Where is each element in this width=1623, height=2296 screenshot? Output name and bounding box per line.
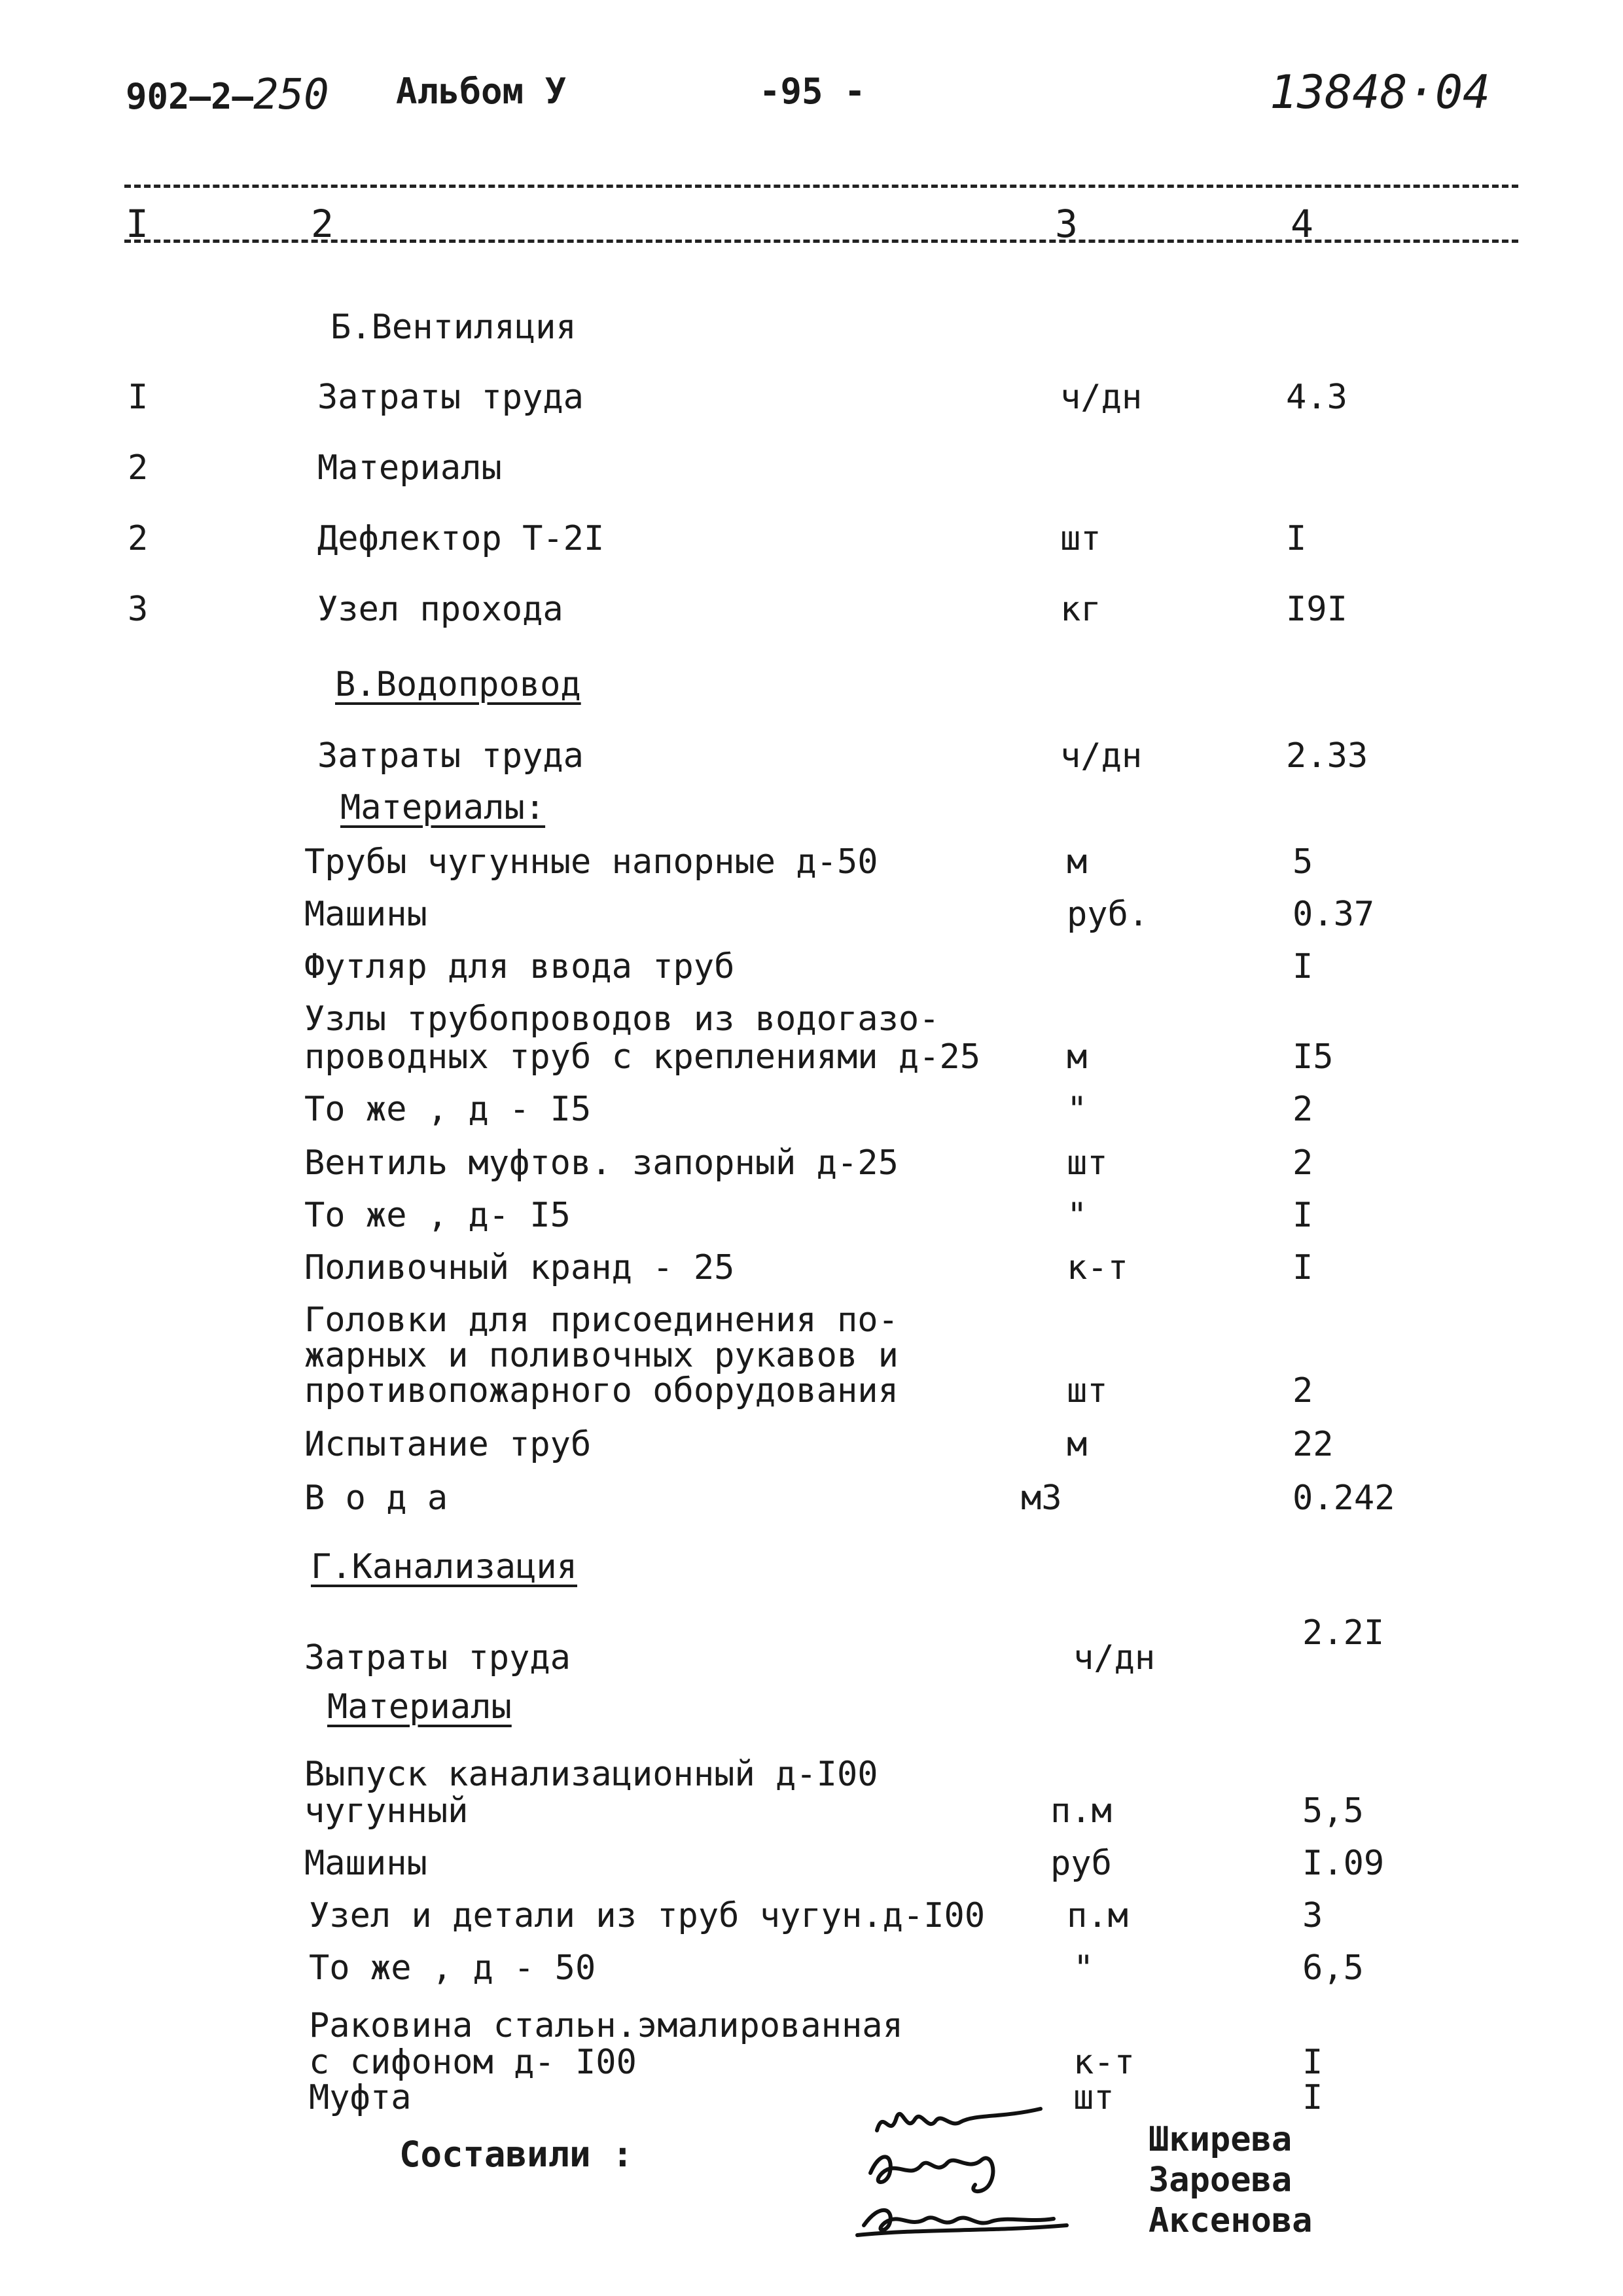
row-unit: шт [1067, 1371, 1108, 1410]
row-unit: " [1073, 1948, 1094, 1988]
row-name: То же , д- I5 [304, 1196, 571, 1235]
row-quantity: 0.37 [1293, 895, 1375, 934]
row-unit: ч/дн [1060, 378, 1143, 417]
row-name-continued: чугунный [304, 1791, 469, 1831]
row-name: Машины [304, 1844, 427, 1883]
row-name: Затраты труда [317, 378, 584, 417]
row-quantity: 5,5 [1302, 1791, 1364, 1831]
row-quantity: I5 [1293, 1037, 1334, 1077]
row-quantity: I [1293, 1196, 1313, 1235]
row-name: Испытание труб [304, 1425, 592, 1464]
row-unit: п.м [1067, 1896, 1128, 1935]
compiled-by-label: Составили : [399, 2134, 633, 2175]
row-name: Затраты труда [317, 736, 584, 776]
row-quantity: I [1293, 947, 1313, 986]
album-code-handwritten: 250 [253, 71, 329, 119]
row-name: Затраты труда [304, 1638, 571, 1677]
page-number: -95 - [759, 71, 866, 112]
row-number: 2 [128, 519, 149, 558]
row-name: Муфта [309, 2078, 412, 2117]
row-name: Футляр для ввода труб [304, 947, 735, 986]
row-name-continued: жарных и поливочных рукавов и [304, 1336, 899, 1375]
column-number-3: 3 [1055, 202, 1078, 246]
row-name-continued: с сифоном д- I00 [309, 2043, 637, 2082]
row-name: Узлы трубопроводов из водогазо- [304, 999, 940, 1039]
row-quantity: 2.2I [1302, 1613, 1385, 1653]
row-quantity: 0.242 [1293, 1479, 1395, 1518]
header-dashed-rule-bottom [124, 240, 1518, 243]
row-unit: м [1067, 1037, 1088, 1077]
document-number: 13848·04 [1270, 65, 1491, 119]
row-unit: к-т [1067, 1248, 1128, 1287]
column-number-4: 4 [1291, 202, 1313, 246]
section-water-supply-title: В.Водопровод [335, 665, 581, 704]
row-name: Машины [304, 895, 427, 934]
column-number-1: I [126, 202, 149, 246]
row-unit: ч/дн [1060, 736, 1143, 776]
row-quantity: I [1286, 519, 1307, 558]
row-name: В о д а [304, 1479, 448, 1518]
row-name: Трубы чугунные напорные д-50 [304, 842, 878, 882]
row-name: Узел прохода [317, 590, 563, 629]
row-unit: к-т [1073, 2043, 1135, 2082]
row-quantity: 22 [1293, 1425, 1334, 1464]
row-quantity: I [1302, 2078, 1323, 2117]
row-name: Узел и детали из труб чугун.д-I00 [309, 1896, 986, 1935]
row-number: I [128, 378, 149, 417]
signer-names [1149, 2119, 1312, 2241]
row-unit: руб. [1067, 895, 1149, 934]
row-unit: руб [1050, 1844, 1112, 1883]
row-quantity: I9I [1286, 590, 1347, 629]
row-number: 2 [128, 448, 149, 488]
row-name: Выпуск канализационный д-I00 [304, 1755, 878, 1794]
row-quantity: 2 [1293, 1090, 1313, 1129]
row-number: 3 [128, 590, 149, 629]
row-name: Головки для присоединения по- [304, 1300, 899, 1340]
section-ventilation-title: Б.Вентиляция [330, 308, 577, 347]
row-unit: кг [1060, 590, 1101, 629]
materials-heading: Материалы [327, 1687, 512, 1727]
row-name-continued: проводных труб с креплениями д-25 [304, 1037, 981, 1077]
row-quantity: I [1302, 2043, 1323, 2082]
row-name: То же , д - I5 [304, 1090, 592, 1129]
row-unit: м [1067, 842, 1088, 882]
row-unit: шт [1073, 2078, 1115, 2117]
row-quantity: 2.33 [1286, 736, 1368, 776]
section-sewerage-title: Г.Канализация [311, 1547, 577, 1587]
album-title: Альбом У [396, 71, 567, 112]
row-name: Поливочный кранд - 25 [304, 1248, 735, 1287]
row-name-continued: противопожарного оборудования [304, 1371, 899, 1410]
row-unit: п.м [1050, 1791, 1112, 1831]
row-quantity: 6,5 [1302, 1948, 1364, 1988]
row-unit: шт [1067, 1143, 1108, 1183]
row-name: Вентиль муфтов. запорный д-25 [304, 1143, 899, 1183]
row-quantity: 2 [1293, 1143, 1313, 1183]
row-name: То же , д - 50 [309, 1948, 596, 1988]
row-unit: " [1067, 1196, 1088, 1235]
row-quantity: I.09 [1302, 1844, 1385, 1883]
column-number-2: 2 [311, 202, 334, 246]
album-code-prefix: 902–2– [126, 76, 254, 117]
row-quantity: 2 [1293, 1371, 1313, 1410]
header-dashed-rule-top [124, 185, 1518, 188]
row-unit: м3 [1021, 1479, 1062, 1518]
signer-name: Шкирева [1149, 2120, 1293, 2159]
row-quantity: 4.3 [1286, 378, 1347, 417]
signer-name: Аксенова [1149, 2201, 1313, 2240]
album-code [126, 71, 329, 119]
row-quantity: 5 [1293, 842, 1313, 882]
row-quantity: I [1293, 1248, 1313, 1287]
signer-name: Зароева [1149, 2161, 1293, 2200]
handwritten-signatures-image [844, 2094, 1093, 2245]
row-name: Дефлектор Т-2I [317, 519, 605, 558]
row-unit: шт [1060, 519, 1101, 558]
row-unit: ч/дн [1073, 1638, 1156, 1677]
row-quantity: 3 [1302, 1896, 1323, 1935]
row-unit: м [1067, 1425, 1088, 1464]
row-unit: " [1067, 1090, 1088, 1129]
row-name: Раковина стальн.эмалированная [309, 2006, 903, 2045]
row-name: Материалы [317, 448, 502, 488]
materials-heading: Материалы: [340, 788, 546, 827]
